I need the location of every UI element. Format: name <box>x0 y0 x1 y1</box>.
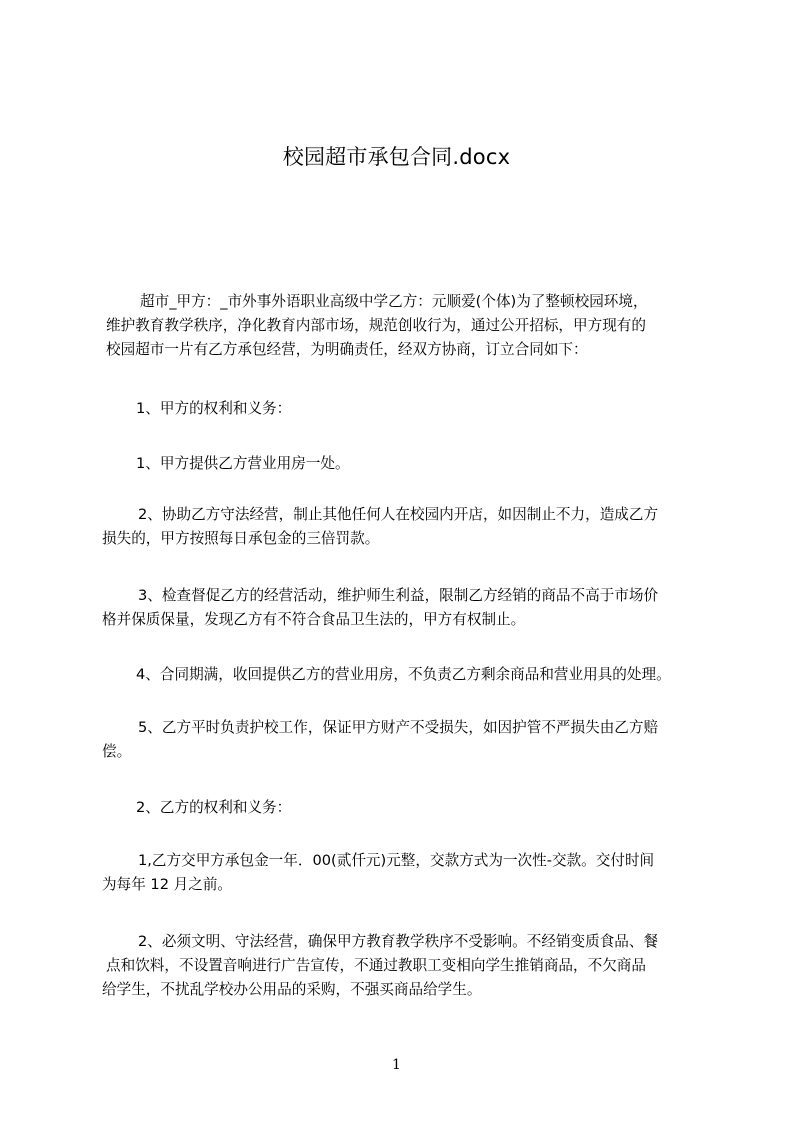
intro-paragraph <box>106 290 648 362</box>
text-line: 给学生，不扰乱学校办公用品的采购，不强买商品给学生。 <box>102 981 482 998</box>
section1-item-1 <box>136 452 350 476</box>
section1-item-2 <box>102 503 658 551</box>
text-line: 为每年 12 月之前。 <box>102 876 233 893</box>
text-line: 损失的，甲方按照每日承包金的三倍罚款。 <box>102 530 380 547</box>
page-number: 1 <box>392 1057 401 1073</box>
text-line: 格并保质保量，发现乙方有不符合食品卫生法的，甲方有权制止。 <box>102 611 526 628</box>
section1-item-3 <box>102 584 658 632</box>
text-line: 5、乙方平时负责护校工作，保证甲方财产不受损失，如因护管不严损失由乙方赔 <box>138 719 659 736</box>
text-line: 2、协助乙方守法经营，制止其他任何人在校园内开店，如因制止不力，造成乙方 <box>138 506 659 523</box>
text-line: 超市_甲方：_市外事外语职业高级中学乙方：元顺爱(个体)为了整顿校园环境， <box>140 293 648 310</box>
text-line: 偿。 <box>102 743 132 760</box>
section2-item-2 <box>102 930 658 1002</box>
section1-item-5 <box>102 716 658 764</box>
section1-heading: 1、甲方的权利和义务： <box>136 400 292 417</box>
text-line: 1、甲方提供乙方营业用房一处。 <box>136 455 350 472</box>
text-line: 校园超市一片有乙方承包经营，为明确责任，经双方协商，订立合同如下： <box>106 341 588 358</box>
text-line: 2、必须文明、守法经营，确保甲方教育教学秩序不受影响。不经销变质食品、餐 <box>138 933 659 950</box>
text-line: 4、合同期满，收回提供乙方的营业用房，不负责乙方剩余商品和营业用具的处理。 <box>136 666 671 683</box>
text-line: 1,乙方交甲方承包金一年．00(贰仟元)元整，交款方式为一次性-交款。交付时间 <box>138 852 655 869</box>
text-line: 维护教育教学秩序，净化教育内部市场，规范创收行为，通过公开招标，甲方现有的 <box>106 317 646 334</box>
section2-item-1 <box>102 849 654 897</box>
text-line: 3、检查督促乙方的经营活动，维护师生利益，限制乙方经销的商品不高于市场价 <box>138 587 659 604</box>
document-title: 校园超市承包合同.docx <box>282 145 511 169</box>
section2-heading: 2、乙方的权利和义务： <box>136 799 292 816</box>
text-line: 点和饮料，不设置音响进行广告宣传，不通过教职工变相向学生推销商品，不欠商品 <box>106 957 646 974</box>
section1-item-4 <box>136 663 671 687</box>
